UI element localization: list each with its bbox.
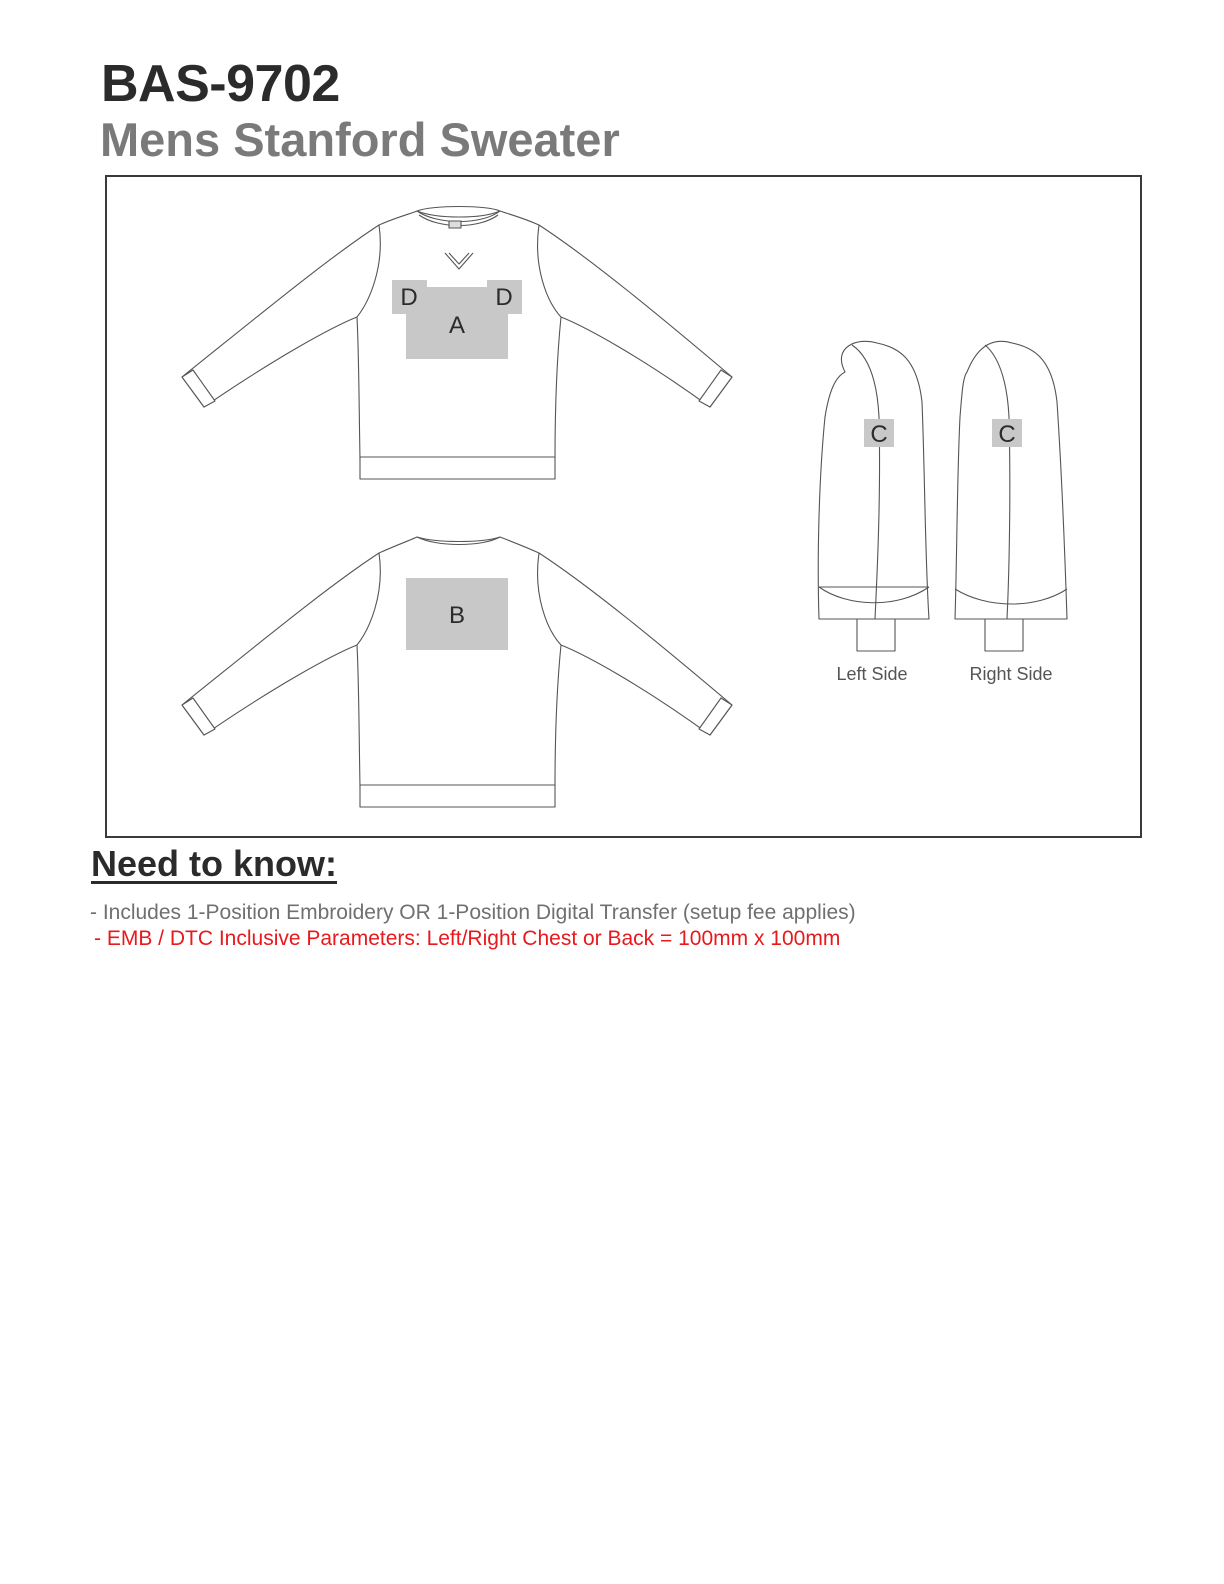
zone-c-right-label: C	[998, 421, 1016, 448]
note-parameters: - EMB / DTC Inclusive Parameters: Left/Right Chest or Back = 100mm x 100mm	[94, 927, 841, 950]
product-name: Mens Stanford Sweater	[100, 113, 620, 166]
garment-diagram-frame	[105, 175, 1142, 838]
sweater-back	[182, 537, 732, 807]
zone-a-label: A	[448, 312, 466, 339]
garment-diagram	[107, 177, 1140, 836]
zone-d-left-label: D	[400, 284, 418, 311]
product-code: BAS-9702	[101, 55, 340, 113]
zone-d-right-label: D	[495, 284, 513, 311]
zone-c-left-label: C	[870, 421, 888, 448]
right-side-label: Right Side	[969, 664, 1053, 684]
left-side-label: Left Side	[836, 664, 908, 684]
need-to-know-heading: Need to know:	[91, 843, 338, 884]
zone-b-label: B	[448, 602, 466, 629]
note-includes: - Includes 1-Position Embroidery OR 1-Position Digital Transfer (setup fee applies)	[90, 901, 856, 924]
sweater-left-side	[818, 341, 929, 651]
sweater-right-side	[955, 341, 1067, 651]
